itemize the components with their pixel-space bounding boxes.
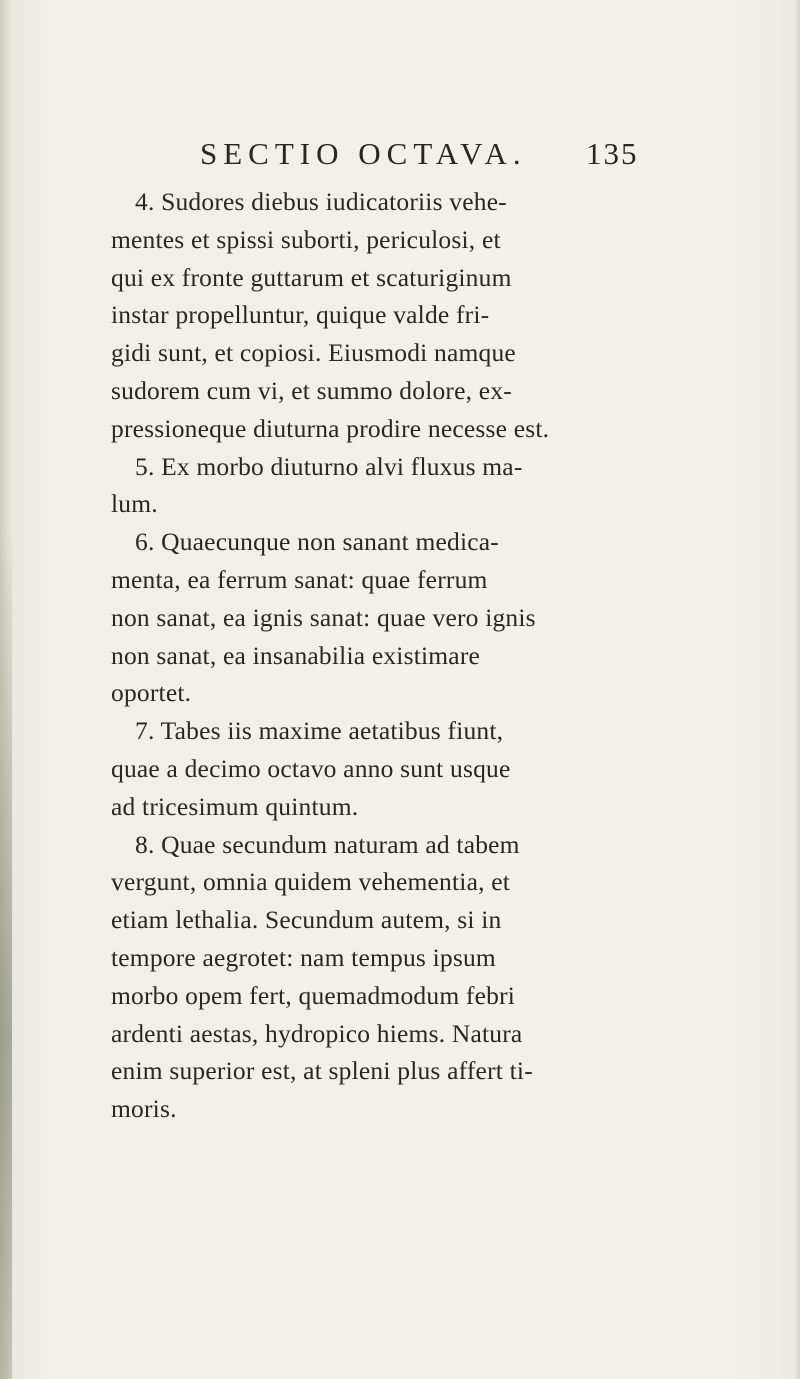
text-line: pressioneque diuturna prodire necesse est.	[111, 413, 550, 443]
page-header	[200, 136, 660, 180]
text-line: qui ex fronte guttarum et scaturiginum	[111, 262, 512, 292]
text-line: 4. Sudores diebus iudicatoriis vehe-	[135, 187, 507, 216]
text-line: menta, ea ferrum sanat: quae ferrum	[111, 564, 488, 594]
text-line: ad tricesimum quintum.	[111, 791, 359, 821]
text-line: etiam lethalia. Secundum autem, si in	[111, 905, 502, 935]
text-line: moris.	[111, 1094, 177, 1124]
text-line: mentes et spissi suborti, periculosi, et	[111, 224, 501, 254]
text-line: ardenti aestas, hydropico hiems. Natura	[111, 1018, 523, 1048]
text-line: 7. Tabes iis maxime aetatibus fiunt,	[135, 716, 504, 746]
text-line: 8. Quae secundum naturam ad tabem	[135, 829, 520, 859]
text-line: non sanat, ea insanabilia existimare	[111, 640, 481, 670]
text-line: non sanat, ea ignis sanat: quae vero ignis	[111, 602, 536, 632]
page-right-edge	[794, 0, 800, 1379]
text-line: vergunt, omnia quidem vehementia, et	[111, 867, 511, 897]
page-edge-stain	[0, 520, 12, 1379]
body-text	[111, 183, 666, 1128]
page-number: 135	[586, 136, 639, 171]
text-line: gidi sunt, et copiosi. Eiusmodi namque	[111, 338, 516, 368]
text-line: 6. Quaecunque non sanant medica-	[135, 527, 499, 557]
running-head: SECTIO OCTAVA.	[200, 136, 527, 171]
text-line: lum.	[111, 489, 158, 519]
text-line: sudorem cum vi, et summo dolore, ex-	[111, 375, 512, 405]
text-line: instar propelluntur, quique valde fri-	[111, 300, 490, 330]
text-line: 5. Ex morbo diuturno alvi fluxus ma-	[135, 451, 523, 481]
text-line: tempore aegrotet: nam tempus ipsum	[111, 942, 496, 972]
text-line: morbo opem fert, quemadmodum febri	[111, 980, 516, 1010]
text-line: oportet.	[111, 678, 192, 708]
text-line: enim superior est, at spleni plus affert ti-	[111, 1056, 533, 1086]
text-line: quae a decimo octavo anno sunt usque	[111, 753, 511, 783]
